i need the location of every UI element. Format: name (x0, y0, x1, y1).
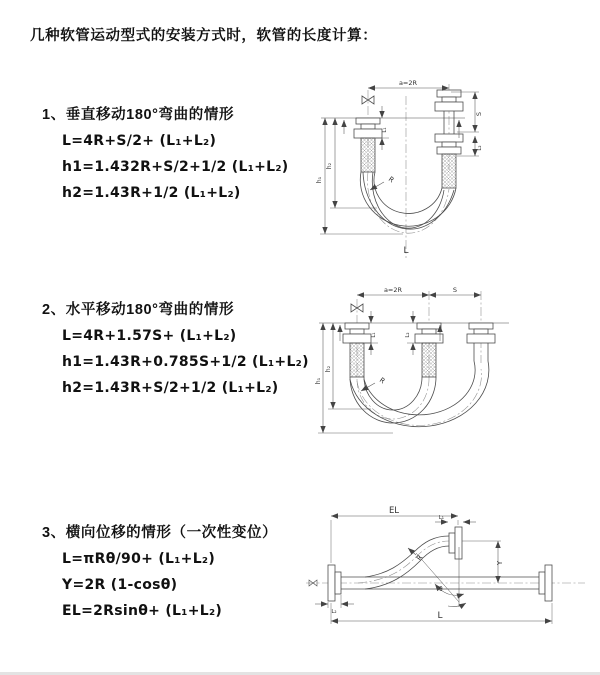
section-2-heading: 2、水平移动180°弯曲的情形 (42, 302, 235, 318)
dim-label-el: EL (388, 506, 400, 516)
dim-label-theta: θ (439, 586, 443, 593)
dim-label-h2: h₂ (325, 365, 332, 373)
dim-label-l: L (403, 246, 409, 256)
formula-y: Y=2R (1-cosθ) (62, 577, 178, 593)
braided-hose-left (350, 343, 364, 377)
diagram-vertical-180-bend (305, 70, 590, 260)
dim-label-r: R (415, 553, 425, 563)
dim-label-r: R (377, 376, 387, 386)
formula-h2: h2=1.43R+1/2 (L₁+L₂) (62, 185, 241, 201)
dim-label-h1: h₁ (316, 176, 323, 184)
braided-hose-left (361, 138, 375, 172)
dim-label-a2r: a=2R (383, 286, 403, 294)
section-2-formulas (62, 323, 309, 401)
hose-and-fittings (309, 527, 552, 607)
page-title: 几种软管运动型式的安装方式时，软管的长度计算： (30, 28, 378, 44)
dim-label-y: Y (496, 560, 504, 566)
diagram-horizontal-180-bend (305, 283, 590, 458)
section-1 (42, 103, 289, 206)
formula-length: L=πRθ/90+ (L₁+L₂) (62, 551, 216, 567)
dim-label-s: S (452, 286, 458, 294)
dim-label-l2: L₂ (331, 609, 337, 615)
formula-length: L=4R+S/2+ (L₁+L₂) (62, 133, 217, 149)
dim-label-l: L (437, 611, 443, 621)
section-3 (42, 521, 277, 624)
dim-label-r: R (386, 175, 396, 185)
braided-hose-right (442, 154, 456, 188)
dimension-lines (315, 516, 552, 624)
braided-hose-middle (422, 343, 436, 377)
section-3-formulas (62, 546, 277, 624)
dim-label-l1: L₁ (438, 515, 444, 521)
dim-label-l2: L₂ (405, 332, 411, 338)
formula-el: EL=2Rsinθ+ (L₁+L₂) (62, 603, 223, 619)
section-1-heading: 1、垂直移动180°弯曲的情形 (42, 107, 235, 123)
dim-label-h2: h₂ (326, 162, 333, 170)
dim-label-a2r: a=2R (398, 79, 418, 87)
hose-and-fittings (319, 304, 509, 427)
dim-label-l2: L₂ (477, 145, 483, 151)
formula-h2: h2=1.43R+S/2+1/2 (L₁+L₂) (62, 380, 279, 396)
formula-h1: h1=1.43R+0.785S+1/2 (L₁+L₂) (62, 354, 309, 370)
hose-and-fittings (321, 90, 465, 229)
dim-label-l1: L₁ (382, 127, 388, 133)
center-lines (357, 291, 481, 425)
dim-label-l1: L₁ (371, 332, 377, 338)
section-2 (42, 298, 309, 401)
dim-label-h1: h₁ (315, 377, 322, 385)
formula-h1: h1=1.432R+S/2+1/2 (L₁+L₂) (62, 159, 289, 175)
section-1-formulas (62, 128, 289, 206)
section-3-heading: 3、横向位移的情形（一次性变位） (42, 525, 278, 541)
diagram-lateral-displacement (298, 503, 593, 651)
dim-label-s: S (475, 111, 483, 117)
formula-length: L=4R+1.57S+ (L₁+L₂) (62, 328, 237, 344)
